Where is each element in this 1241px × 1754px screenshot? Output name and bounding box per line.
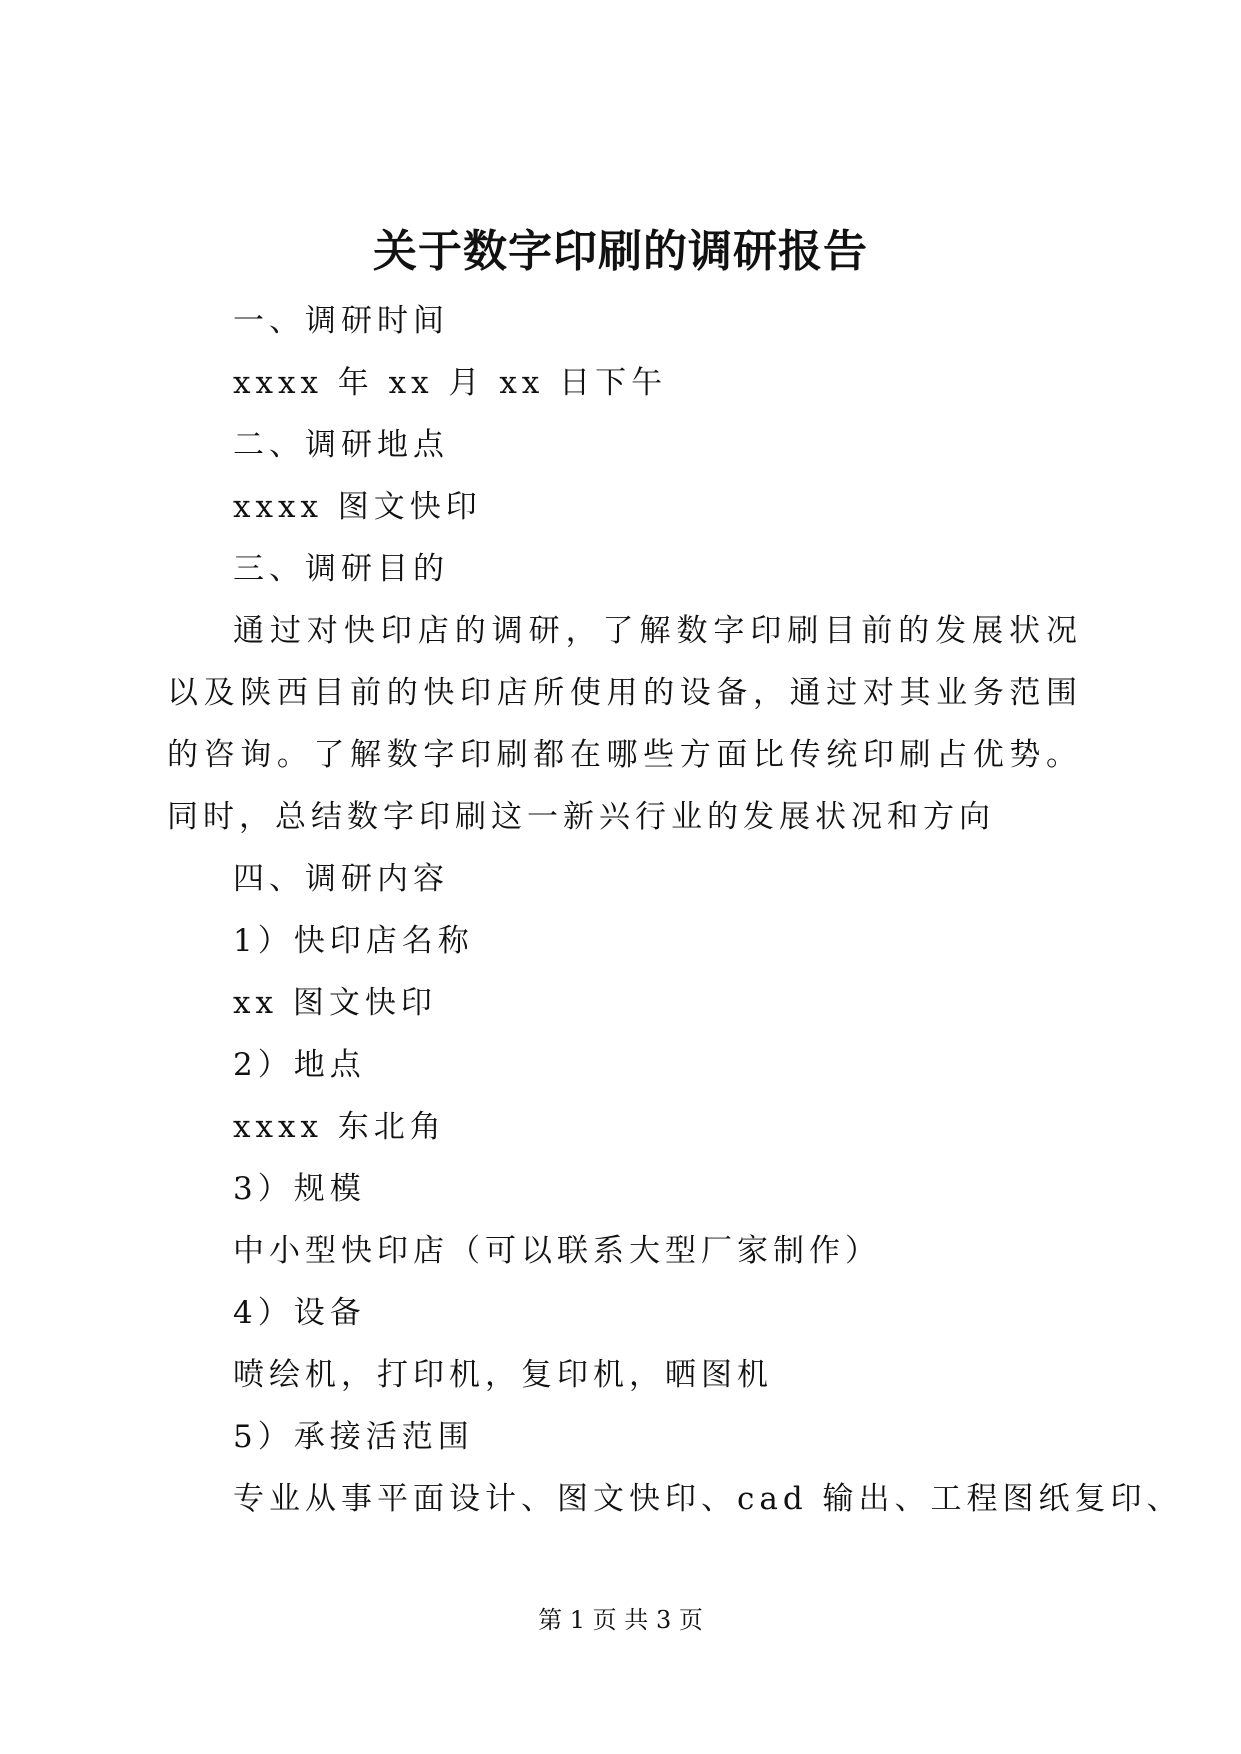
- document-title: 关于数字印刷的调研报告: [373, 226, 868, 277]
- item-equipment-label: 4）设备: [233, 1295, 366, 1331]
- research-date: xxxx 年 xx 月 xx 日下午: [233, 365, 668, 401]
- purpose-paragraph: 通过对快印店的调研，了解数字印刷目前的发展状况以及陕西目前的快印店所使用的设备，通过对其业务范围的咨询。了解数字印刷都在哪些方面比传统印刷占优势。同时，总结数字印刷这一新兴行业的发展状况和方向: [167, 613, 1082, 835]
- item-shop-name-label: 1）快印店名称: [233, 923, 474, 959]
- item-service-scope-label: 5）承接活范围: [233, 1419, 474, 1455]
- item-shop-name-value: xx 图文快印: [233, 985, 437, 1021]
- item-scale-value: 中小型快印店（可以联系大型厂家制作）: [233, 1233, 881, 1269]
- section-heading-content: 四、调研内容: [233, 861, 449, 897]
- section-heading-time: 一、调研时间: [233, 303, 449, 339]
- item-service-scope-value: 专业从事平面设计、图文快印、cad 输出、工程图纸复印、: [233, 1481, 1183, 1517]
- document-body: [167, 290, 1183, 1530]
- section-heading-location: 二、调研地点: [233, 427, 449, 463]
- item-address-label: 2）地点: [233, 1047, 366, 1083]
- item-scale-label: 3）规模: [233, 1171, 366, 1207]
- item-address-value: xxxx 东北角: [233, 1109, 446, 1145]
- section-heading-purpose: 三、调研目的: [233, 551, 449, 587]
- item-equipment-value: 喷绘机，打印机，复印机，晒图机: [233, 1357, 773, 1393]
- research-location: xxxx 图文快印: [233, 489, 482, 525]
- page-number-footer: 第 1 页 共 3 页: [538, 1606, 703, 1634]
